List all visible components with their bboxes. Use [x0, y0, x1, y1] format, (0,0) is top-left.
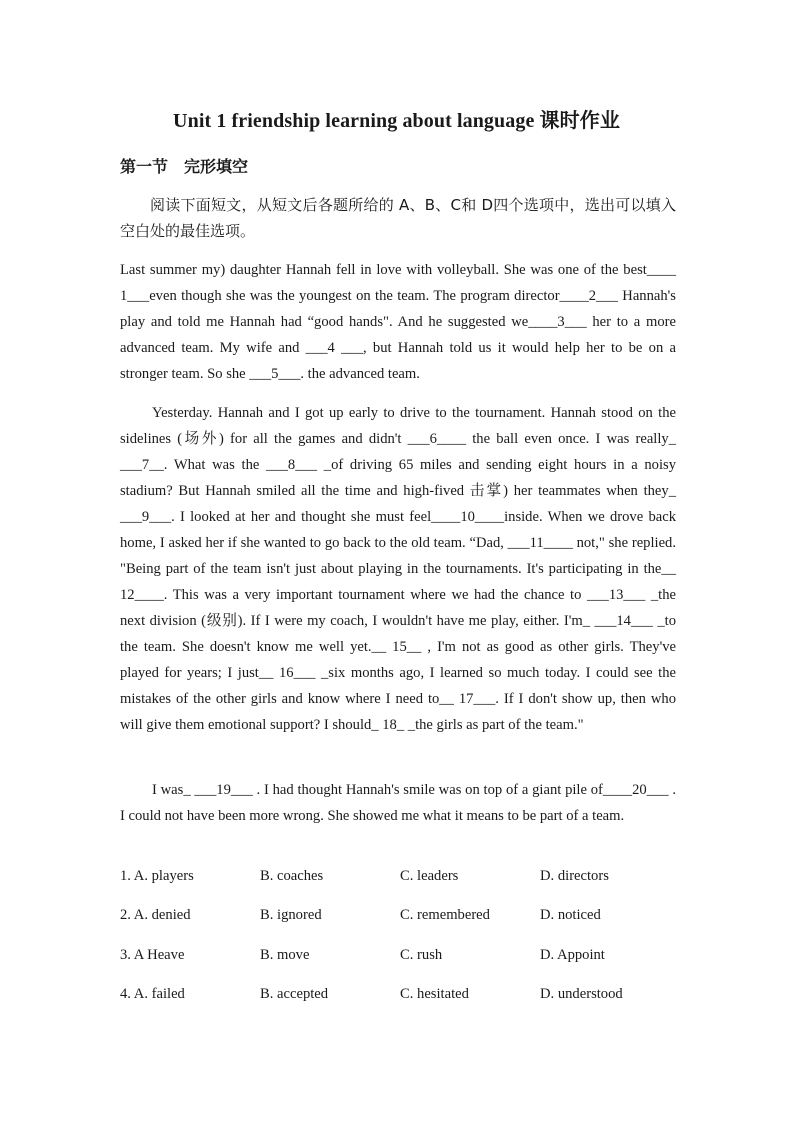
- option-c: C. rush: [400, 946, 443, 963]
- passage-paragraph-1: Last summer my) daughter Hannah fell in love with volleyball. She was one of the best____ 1___even though she was the youngest on the team. The program director____2___ Hannah's play and told me Hannah had “good hands". And he suggested we____3___ her to a more advanced team. My wife and ___4 ___, but Hannah told us it would help her to be on a stronger team. So she ___5___. the advanced team.: [120, 262, 676, 382]
- option-c: C. leaders: [400, 868, 459, 884]
- option-a: 1. A. players: [120, 868, 194, 884]
- answer-options: [120, 868, 680, 1025]
- option-d: D. Appoint: [540, 946, 605, 963]
- passage-paragraph-2: Yesterday. Hannah and I got up early to drive to the tournament. Hannah stood on the sidelines (场外) for all the games and didn't ___6____ the ball even once. I was really_ ___7__. What was the ___8___ _of driving 65 miles and sending eight hours in a noisy stadium? But Hannah smiled all the time and high-fived 击掌) her teammates when they_ ___9___. I looked at her and thought she must feel____10____inside. When we drove back home, I asked her if she wanted to go back to the old team. “Dad, ___11____ not," she replied. "Being part of the team isn't just about playing in the tournaments. It's participating in the__ 12____. This was a very important tournament where we had the chance to ___13___ _the next division (级别). If I were my coach, I wouldn't have me play, either. I'm_ ___14___ _to the team. She doesn't know me well yet.__ 15__ , I'm not as good as other girls. They've played for years; I just__ 16___ _six months ago, I learned so much today. I could see the mistakes of the other girls and know where I need to__ 17___. If I don't show up, then who will give them emotional support? I should_ 18_ _the girls as part of the team.": [120, 405, 676, 733]
- question-row: [120, 986, 680, 1025]
- passage-paragraph-3: I was_ ___19___ . I had thought Hannah's smile was on top of a giant pile of____20___ . I could not have been more wrong. She showed me what it means to be part of a team.: [120, 782, 676, 824]
- option-c: C. hesitated: [400, 985, 469, 1002]
- option-a: 3. A Heave: [120, 946, 185, 963]
- option-b: B. coaches: [260, 868, 324, 884]
- option-c: C. remembered: [400, 907, 490, 924]
- section-heading: 第一节 完形填空: [120, 157, 249, 176]
- option-d: D. noticed: [540, 907, 601, 924]
- page-title: Unit 1 friendship learning about language 课时作业: [173, 110, 620, 132]
- question-row: [120, 868, 680, 907]
- option-a: 2. A. denied: [120, 907, 191, 924]
- question-row: [120, 947, 680, 986]
- option-b: B. move: [260, 946, 310, 963]
- option-b: B. accepted: [260, 985, 329, 1002]
- instructions: 阅读下面短文，从短文后各题所给的 A、B、C和 D四个选项中，选出可以填入空白处的最佳选项。: [120, 196, 676, 240]
- question-row: [120, 907, 680, 946]
- option-a: 4. A. failed: [120, 985, 185, 1002]
- option-b: B. ignored: [260, 907, 322, 924]
- option-d: D. directors: [540, 868, 609, 884]
- option-d: D. understood: [540, 985, 623, 1002]
